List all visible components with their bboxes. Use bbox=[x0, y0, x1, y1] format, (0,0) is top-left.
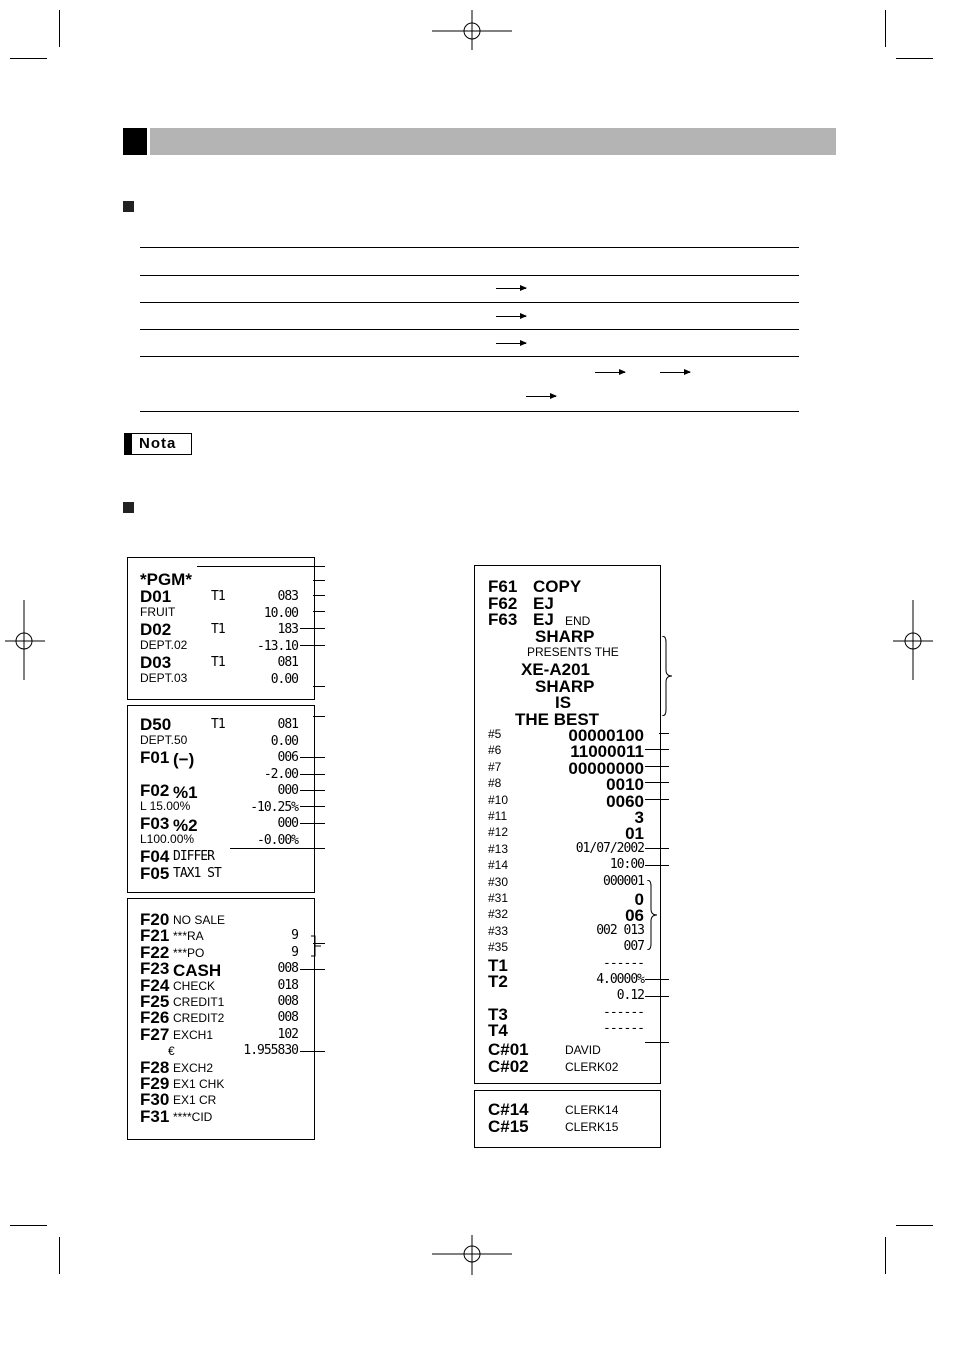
bracket-icon bbox=[310, 935, 322, 957]
callout-line bbox=[645, 979, 669, 980]
clerk-code: C#02 bbox=[488, 1056, 529, 1076]
clerk-name: CLERK02 bbox=[565, 1059, 619, 1074]
header-bar bbox=[150, 128, 836, 155]
row-value: 102 bbox=[277, 1026, 298, 1042]
row-code: F22 bbox=[140, 942, 170, 962]
clerk-name: DAVID bbox=[565, 1043, 601, 1057]
bracket-icon bbox=[645, 880, 659, 950]
param-value: ------ bbox=[603, 955, 644, 971]
row-code: FRUIT bbox=[140, 604, 176, 619]
f-code: F63 bbox=[488, 610, 518, 629]
row-value: 183 bbox=[277, 622, 298, 637]
callout-line bbox=[300, 806, 325, 807]
param-value: 01 bbox=[625, 824, 644, 844]
arrow-right-icon bbox=[526, 396, 556, 397]
row-value: -0.00% bbox=[257, 832, 298, 848]
crop-mark bbox=[10, 58, 47, 59]
row-mid: EXCH2 bbox=[173, 1060, 214, 1075]
row-code: L100.00% bbox=[140, 831, 195, 846]
row-mid: EXCH1 bbox=[173, 1027, 214, 1042]
row-code: F30 bbox=[140, 1090, 170, 1110]
section-bullet-icon bbox=[123, 201, 134, 212]
row-value: -10.25% bbox=[250, 799, 298, 815]
row-code: DEPT.50 bbox=[140, 732, 188, 747]
row-code: F02 bbox=[140, 781, 170, 800]
table-rule bbox=[140, 247, 799, 248]
row-code: F24 bbox=[140, 975, 170, 995]
param-value: 4.0000% bbox=[596, 972, 644, 987]
pgm-header: *PGM* bbox=[140, 570, 192, 589]
row-mid: %1 bbox=[173, 783, 198, 802]
clerk-code: C#14 bbox=[488, 1100, 529, 1119]
row-mid: EX1 CR bbox=[173, 1093, 217, 1108]
param-code: T1 bbox=[488, 955, 508, 975]
row-value: -13.10 bbox=[257, 638, 298, 654]
row-value: 000 bbox=[277, 783, 298, 798]
callout-line bbox=[313, 716, 325, 717]
callout-line bbox=[313, 580, 325, 581]
param-value: 06 bbox=[625, 906, 644, 926]
registration-mark-icon bbox=[893, 600, 933, 680]
row-value: 008 bbox=[277, 1010, 298, 1026]
row-mid: CHECK bbox=[173, 978, 216, 993]
row-mid: CREDIT1 bbox=[173, 995, 225, 1009]
param-code: #13 bbox=[488, 841, 509, 856]
param-value: 000001 bbox=[603, 873, 644, 889]
param-code: T4 bbox=[488, 1021, 508, 1041]
receipt-right-tail bbox=[474, 1090, 661, 1148]
callout-line bbox=[300, 790, 325, 791]
row-mid: CREDIT2 bbox=[173, 1011, 225, 1026]
callout-line bbox=[645, 749, 669, 750]
param-value: 007 bbox=[623, 939, 644, 955]
row-mid: (−) bbox=[173, 750, 195, 769]
header-block bbox=[123, 128, 147, 155]
f-text: EJ bbox=[533, 610, 554, 629]
bracket-icon bbox=[660, 636, 674, 716]
row-code: D03 bbox=[140, 653, 172, 672]
arrow-right-icon bbox=[660, 372, 690, 373]
registration-mark-icon bbox=[432, 1235, 512, 1275]
message-line: XE-A201 bbox=[521, 660, 590, 679]
arrow-right-icon bbox=[496, 288, 526, 289]
crop-mark bbox=[59, 1237, 60, 1274]
row-code: F26 bbox=[140, 1008, 170, 1028]
callout-line bbox=[645, 848, 669, 849]
nota-label: Nota bbox=[124, 433, 192, 455]
row-code: F03 bbox=[140, 814, 170, 833]
row-code: F01 bbox=[140, 748, 170, 767]
callout-line bbox=[300, 628, 325, 629]
callout-line bbox=[300, 823, 325, 824]
row-code: DEPT.02 bbox=[140, 637, 188, 652]
row-value: 083 bbox=[277, 589, 298, 604]
row-code: D02 bbox=[140, 620, 172, 639]
param-code: #35 bbox=[488, 940, 509, 955]
registration-mark-icon bbox=[432, 10, 512, 50]
row-code: F28 bbox=[140, 1057, 170, 1077]
row-code: F20 bbox=[140, 910, 170, 929]
row-mid: DIFFER bbox=[173, 849, 214, 864]
callout-line bbox=[300, 774, 325, 775]
callout-line bbox=[197, 566, 313, 567]
callout-line bbox=[645, 865, 669, 866]
callout-line bbox=[230, 848, 325, 849]
row-code: L 15.00% bbox=[140, 798, 191, 813]
clerk-code: C#01 bbox=[488, 1040, 529, 1059]
callout-line bbox=[659, 733, 669, 734]
clerk-name: CLERK14 bbox=[565, 1103, 619, 1117]
table-rule bbox=[140, 275, 799, 276]
param-value: 0010 bbox=[606, 775, 644, 795]
row-code: F27 bbox=[140, 1024, 170, 1044]
row-value: 9 bbox=[291, 944, 298, 960]
callout-line bbox=[645, 996, 669, 997]
receipt-left-part2 bbox=[127, 705, 315, 893]
callout-line bbox=[313, 686, 325, 687]
registration-mark-icon bbox=[5, 600, 45, 680]
row-code: F25 bbox=[140, 992, 170, 1011]
param-code: #12 bbox=[488, 825, 509, 840]
param-code: #8 bbox=[488, 776, 502, 791]
row-mid: ****CID bbox=[173, 1109, 213, 1124]
param-code: T3 bbox=[488, 1004, 508, 1024]
table-rule bbox=[140, 356, 799, 357]
table-rule bbox=[140, 329, 799, 330]
callout-line bbox=[645, 766, 669, 767]
row-code: F29 bbox=[140, 1074, 170, 1093]
crop-mark bbox=[59, 10, 60, 47]
param-code: #14 bbox=[488, 858, 509, 873]
f-sub: END bbox=[565, 614, 591, 628]
row-mid: CASH bbox=[173, 961, 222, 981]
param-code: #5 bbox=[488, 727, 502, 741]
param-code: #31 bbox=[488, 891, 509, 905]
row-mid: %2 bbox=[173, 816, 198, 835]
clerk-name: CLERK15 bbox=[565, 1120, 619, 1134]
param-value: 11000011 bbox=[570, 742, 644, 762]
crop-mark bbox=[10, 1225, 47, 1226]
crop-mark bbox=[896, 58, 933, 59]
row-value: 008 bbox=[277, 994, 298, 1009]
row-value: -2.00 bbox=[263, 766, 298, 782]
row-value: 018 bbox=[277, 977, 298, 993]
param-value: 0060 bbox=[606, 791, 644, 811]
section-bullet-icon bbox=[123, 502, 134, 513]
row-value: 0.00 bbox=[270, 733, 298, 749]
row-value: 006 bbox=[277, 750, 298, 765]
receipt-left-part3 bbox=[127, 898, 315, 1140]
callout-line bbox=[645, 799, 669, 800]
callout-line bbox=[313, 595, 325, 596]
param-value: 10:00 bbox=[609, 857, 644, 873]
f-text: EJ bbox=[533, 593, 554, 613]
callout-line bbox=[645, 782, 669, 783]
row-value: 10.00 bbox=[263, 605, 298, 621]
param-code: T2 bbox=[488, 972, 508, 991]
row-mid: TAX1 ST bbox=[173, 865, 221, 881]
callout-line bbox=[645, 1042, 669, 1043]
param-value: 0.12 bbox=[616, 988, 644, 1004]
row-mid: NO SALE bbox=[173, 913, 226, 927]
row-code: F21 bbox=[140, 926, 170, 946]
row-value: 0.00 bbox=[270, 671, 298, 687]
row-code: F05 bbox=[140, 863, 170, 883]
clerk-code: C#15 bbox=[488, 1117, 529, 1136]
f-code: F61 bbox=[488, 577, 518, 596]
table-rule bbox=[140, 302, 799, 303]
crop-mark bbox=[885, 10, 886, 47]
param-value: 002 013 bbox=[596, 922, 644, 938]
param-value: ------ bbox=[603, 1021, 644, 1037]
f-code: F62 bbox=[488, 593, 518, 613]
param-value: 3 bbox=[634, 808, 644, 827]
row-value: 000 bbox=[277, 816, 298, 831]
param-code: #7 bbox=[488, 759, 502, 774]
param-code: #32 bbox=[488, 907, 509, 922]
row-mid: T1 bbox=[211, 589, 225, 604]
param-code: #30 bbox=[488, 874, 509, 889]
row-code: D01 bbox=[140, 587, 172, 606]
arrow-right-icon bbox=[496, 343, 526, 344]
row-code: F31 bbox=[140, 1106, 170, 1126]
message-line: SHARP bbox=[535, 676, 595, 696]
param-value: ------ bbox=[603, 1004, 644, 1020]
message-line: IS bbox=[555, 693, 572, 712]
receipt-left-part1 bbox=[127, 557, 315, 700]
row-mid: T1 bbox=[211, 655, 225, 670]
message-line: PRESENTS THE bbox=[527, 644, 619, 659]
row-mid: ***PO bbox=[173, 945, 205, 960]
row-value: 1.955830 bbox=[243, 1043, 298, 1059]
table-rule bbox=[140, 411, 799, 412]
receipt-right-main bbox=[474, 565, 661, 1084]
param-value: 01/07/2002 bbox=[575, 840, 644, 856]
param-code: #33 bbox=[488, 923, 509, 938]
callout-line bbox=[300, 757, 325, 758]
row-code: DEPT.03 bbox=[140, 670, 188, 685]
row-mid: € bbox=[168, 1044, 175, 1059]
row-mid: EX1 CHK bbox=[173, 1077, 225, 1091]
callout-line bbox=[313, 611, 325, 612]
row-value: 9 bbox=[291, 928, 298, 944]
param-value: 0 bbox=[634, 890, 644, 909]
row-code: F04 bbox=[140, 847, 170, 866]
callout-line bbox=[300, 969, 325, 970]
crop-mark bbox=[896, 1225, 933, 1226]
row-value: 081 bbox=[277, 655, 298, 670]
row-code: D50 bbox=[140, 715, 172, 734]
param-code: #11 bbox=[488, 809, 508, 823]
row-code: F23 bbox=[140, 959, 170, 979]
param-code: #6 bbox=[488, 743, 502, 758]
arrow-right-icon bbox=[496, 316, 526, 317]
callout-line bbox=[300, 1051, 325, 1052]
f-text: COPY bbox=[533, 577, 582, 596]
row-value: 081 bbox=[277, 717, 298, 732]
callout-line bbox=[313, 566, 325, 567]
param-code: #10 bbox=[488, 792, 509, 807]
arrow-right-icon bbox=[595, 372, 625, 373]
row-mid: ***RA bbox=[173, 929, 204, 944]
crop-mark bbox=[885, 1237, 886, 1274]
message-line: SHARP bbox=[535, 627, 595, 646]
row-value: 008 bbox=[277, 961, 298, 977]
param-value: 00000100 bbox=[568, 726, 644, 745]
row-mid: T1 bbox=[211, 622, 225, 637]
message-line: THE BEST bbox=[515, 709, 600, 729]
row-mid: T1 bbox=[211, 717, 225, 732]
param-value: 00000000 bbox=[568, 758, 644, 778]
callout-line bbox=[300, 645, 325, 646]
